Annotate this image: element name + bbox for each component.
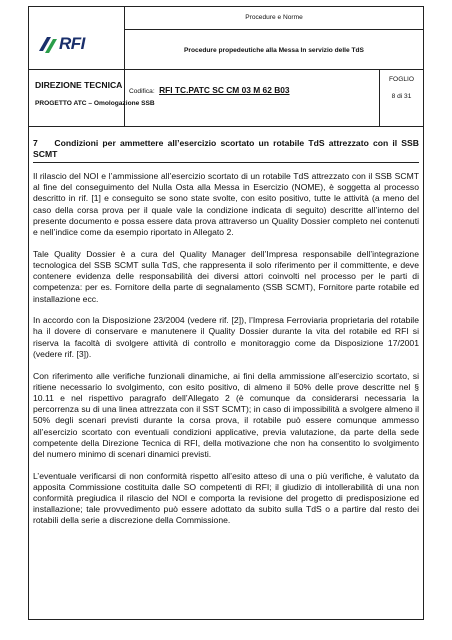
paragraph: Tale Quality Dossier è a cura del Quality Manager dell’Impresa responsabile dell’integrazione tecnologica del SSB SCMT sulla TdS, che rappresenta il solo riferimento per il committente, e deve contenere evidenza delle responsabilità dei diversi attori coinvolti nel processo per le parti di competenza: per es. Fornitore della parte di segnalamento (SSB SCMT), Fornitore parte rotabile ed installazione ecc. bbox=[33, 248, 419, 304]
document-header bbox=[29, 7, 423, 132]
header-foglio-label: FOGLIO bbox=[389, 76, 414, 83]
header-doc-title: Procedure propedeutiche alla Messa In servizio delle TdS bbox=[184, 47, 364, 54]
header-divider bbox=[124, 29, 423, 30]
codifica-value: RFI TC.PATC SC CM 03 M 62 B03 bbox=[159, 85, 290, 95]
document-body bbox=[33, 138, 419, 537]
rfi-logo-mark-icon bbox=[37, 33, 61, 57]
header-section: Procedure e Norme bbox=[245, 14, 303, 21]
header-foglio-value: 8 di 31 bbox=[391, 93, 412, 100]
section-number: 7 bbox=[33, 138, 38, 148]
section-rule bbox=[33, 162, 419, 163]
paragraph: L’eventuale verificarsi di non conformità rispetto all’esito atteso di una o più verifiche, è valutato da apposita Commissione costituita dalle SO competenti di RFI; il giudizio di intollerabilità di una non conformità pregiudica il rilascio del NOI e comporta la revisione del progetto di predisposizione ed installazione; tale provvedimento può essere adottato da subito sulla TdS o a partire dal resto dei rotabili della serie a discrezione della Commissione. bbox=[33, 470, 419, 526]
header-project: PROGETTO ATC – Omologazione SSB bbox=[35, 100, 155, 107]
header-divider bbox=[29, 69, 423, 70]
paragraph: In accordo con la Disposizione 23/2004 (vedere rif. [2]), l’Impresa Ferroviaria proprietaria del rotabile ha il dovere di conservare e manutenere il Quality Dossier durante la vita del rotabile ed RFI si riserva la facoltà di svolgere attività di controllo e monitoraggio come da Disposizione 17/2001 (vedere rif. [3]). bbox=[33, 315, 419, 359]
header-divider bbox=[29, 126, 423, 127]
paragraph: Il rilascio del NOI e l’ammissione all’esercizio scortato di un rotabile TdS attrezzato con il SSB SCMT al fine del conseguimento del Nulla Osta alla Messa in Esercizio (NOME), è soggetta al processo descritto in rif. [1] e conseguito se sono state svolte, con esito positivo, tutte le attività (a meno del caso della corsa prova per il quale vale la condizione indicata di seguito) descritte all’interno del presente documento e possa essere data prova attraverso un Quality Dossier completo nei contenuti e nell’indice come da esempio riportato in Allegato 2. bbox=[33, 171, 419, 238]
header-divider bbox=[124, 7, 125, 126]
rfi-logo bbox=[37, 33, 93, 57]
page-frame bbox=[28, 6, 424, 620]
rfi-logo-text: RFI bbox=[59, 34, 85, 53]
section-heading bbox=[33, 138, 419, 160]
header-codifica bbox=[129, 80, 290, 98]
header-department: DIREZIONE TECNICA bbox=[35, 80, 123, 90]
codifica-label: Codifica: bbox=[129, 88, 155, 95]
section-title: Condizioni per ammettere all’esercizio scortato un rotabile TdS attrezzato con il SSB SCMT bbox=[33, 138, 419, 159]
paragraph: Con riferimento alle verifiche funzionali dinamiche, ai fini della ammissione all’esercizio scortato, si ritiene necessario lo svolgimento, con esito positivo, di almeno il 50% delle prove descritte nel § 10.11 e nel rispettivo paragrafo dell’Allegato 2 (è comunque da considerarsi necessaria la percorrenza su di una linea attrezzata con il SST SCMT); in caso di impossibilità a svolgere almeno il 50% degli scenari previsti durante la corsa prova, il rotabile può essere comunque ammesso all’esercizio scortato con eventuali condizioni applicative, previa valutazione, da parte della sede competente della Direzione Tecnica di RFI, della motivazione che non ha consentito lo svolgimento del numero minimo di scenari dinamici previsti. bbox=[33, 370, 419, 459]
